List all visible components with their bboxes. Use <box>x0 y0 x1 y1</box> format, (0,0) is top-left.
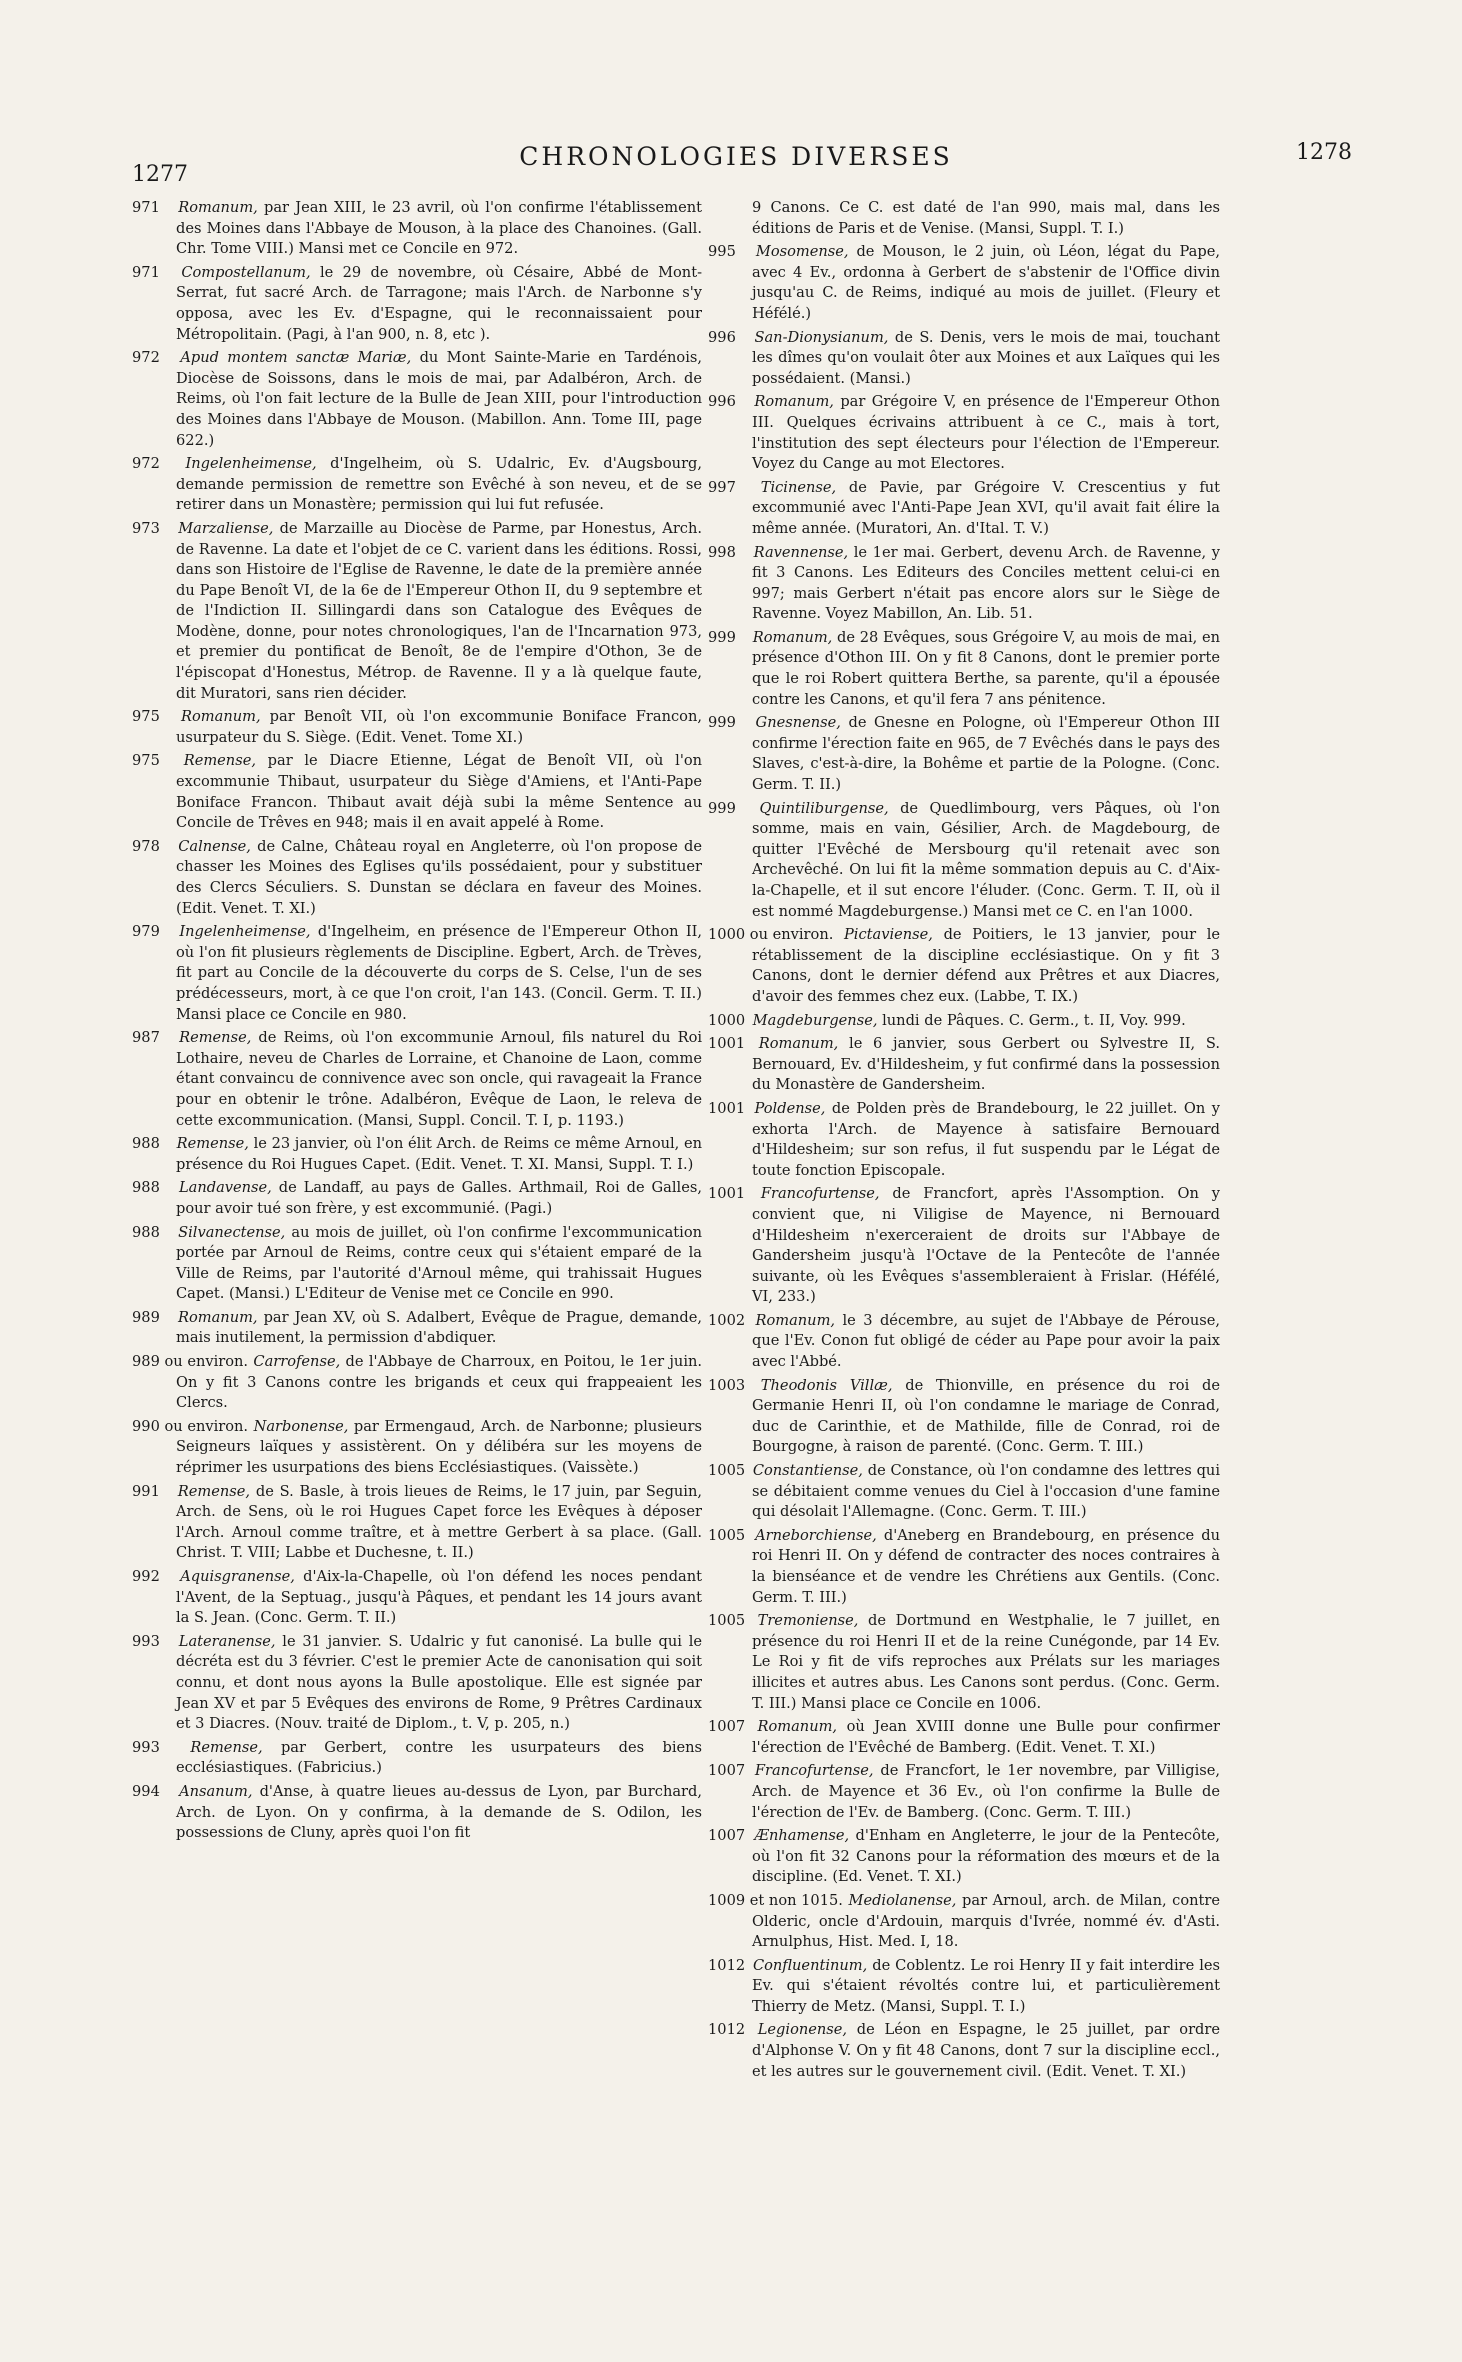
entry-year: 987 <box>132 1029 160 1047</box>
page-number-right: 1278 <box>1296 140 1352 165</box>
council-name: Silvanectense, <box>178 1223 286 1241</box>
entry-year: 1012 <box>708 1956 746 1974</box>
council-entry <box>708 1376 1220 1458</box>
page-number-left: 1277 <box>132 162 188 187</box>
entry-text: au mois de juillet, où l'on confirme l'excommunication portée par Arnoul de Reims, contre ceux qui s'étaient emparé de la Ville de Reims, par l'autorité d'Arnoul même, qui trahissait Hugues Capet. (Mansi.) L'Editeur de Venise met ce Concile en 990. <box>176 1223 703 1303</box>
entry-year: 1001 <box>708 1035 746 1053</box>
council-name: Romanum, <box>758 1035 839 1053</box>
entry-text: de S. Denis, vers le mois de mai, touchant les dîmes qu'on voulait ôter aux Moines et aux Laïques qui les possédaient. (Mansi.) <box>752 328 1221 387</box>
page-header <box>120 140 1352 190</box>
council-entry <box>708 478 1220 540</box>
entry-year: 1003 <box>708 1376 746 1394</box>
council-name: Ravennense, <box>753 543 849 561</box>
council-name: Gnesnense, <box>755 714 841 732</box>
right-column <box>708 198 1220 2085</box>
entry-text: par Arnoul, arch. de Milan, contre Olderic, oncle d'Ardouin, marquis d'Ivrée, nommé év. d'Asti. Arnulphus, Hist. Med. I, 18. <box>752 1891 1221 1951</box>
entry-text: d'Ingelheim, en présence de l'Empereur Othon II, où l'on fit plusieurs règlements de Discipline. Egbert, Arch. de Trèves, fit part au Concile de la découverte du corps de S. Celse, l'un de ses prédécesseurs, mort, à ce que l'on croit, l'an 143. (Concil. Germ. T. II.) Mansi place ce Concile en 980. <box>176 923 703 1023</box>
entry-text: par Benoît VII, où l'on excommunie Boniface Francon, usurpateur du S. Siège. (Edit. Venet. Tome XI.) <box>176 708 702 746</box>
council-name: Remense, <box>176 1135 249 1153</box>
entry-year: 989 ou environ. <box>132 1353 249 1371</box>
entry-text: le 3 décembre, au sujet de l'Abbaye de Pérouse, que l'Ev. Conon fut obligé de céder au Pape pour avoir la paix avec l'Abbé. <box>752 1311 1221 1371</box>
entry-text: de Polden près de Brandebourg, le 22 juillet. On y exhorta l'Arch. de Mayence à satisfaire Bernouard d'Hildesheim; sur son refus, il fut suspendu par le Légat de toute fonction Episcopale. <box>752 1099 1221 1179</box>
council-entry <box>132 707 702 748</box>
council-name: Magdeburgense, <box>752 1011 878 1029</box>
council-name: Ansanum, <box>179 1782 253 1800</box>
entry-year: 1002 <box>708 1311 746 1329</box>
council-name: Ingelenheimense, <box>185 455 317 473</box>
council-entry <box>708 392 1220 474</box>
entry-year: 993 <box>132 1632 160 1650</box>
entry-year: 1000 ou environ. <box>708 926 834 944</box>
entry-year: 996 <box>708 328 736 346</box>
entry-year: 1009 et non 1015. <box>708 1891 843 1909</box>
council-name: Romanum, <box>181 708 261 726</box>
council-entry <box>132 1782 702 1844</box>
entry-year: 972 <box>132 455 160 473</box>
entry-year: 979 <box>132 923 160 941</box>
council-entry <box>132 348 702 451</box>
council-entry <box>708 1184 1220 1308</box>
entry-year: 1001 <box>708 1099 746 1117</box>
entry-text: d'Enham en Angleterre, le jour de la Pentecôte, où l'on fit 32 Canons pour la réformation des mœurs et de la discipline. (Ed. Venet. T. XI.) <box>752 1827 1221 1886</box>
council-entry <box>708 543 1220 625</box>
entry-year: 999 <box>708 628 736 646</box>
council-entry <box>708 2020 1220 2082</box>
council-name: Pictaviense, <box>843 926 933 944</box>
entry-year: 1007 <box>708 1762 746 1780</box>
entry-text: de 28 Evêques, sous Grégoire V, au mois de mai, en présence d'Othon III. On y fit 8 Canons, dont le premier porte que le roi Robert quittera Berthe, sa parente, qu'il a épousée contre les Canons, et qu'il fera 7 ans pénitence. <box>752 628 1220 708</box>
council-entry <box>132 1417 702 1479</box>
council-entry <box>708 1526 1220 1608</box>
council-name: Lateranense, <box>178 1632 276 1650</box>
entry-year: 997 <box>708 478 736 496</box>
council-entry <box>132 263 702 345</box>
council-name: Francofurtense, <box>754 1762 874 1780</box>
entry-year: 972 <box>132 349 160 367</box>
entry-text: de Francfort, après l'Assomption. On y convient que, ni Viligise de Mayence, ni Bernouard d'Hildesheim n'exerceraient de droits sur l'Abbaye de Gandersheim jusqu'à l'Octave de la Pentecôte de l'année suivante, où les Evêques s'assembleraient à Frislar. (Héfélé, VI, 233.) <box>752 1185 1220 1306</box>
council-name: Romanum, <box>752 628 833 646</box>
entry-year: 999 <box>708 714 736 732</box>
entry-text: où Jean XVIII donne une Bulle pour confirmer l'érection de l'Evêché de Bamberg. (Edit. Venet. T. XI.) <box>752 1718 1221 1756</box>
entry-year: 998 <box>708 543 736 561</box>
council-name: Marzaliense, <box>178 519 274 537</box>
entry-text: de Landaff, au pays de Galles. Arthmail, Roi de Galles, pour avoir tué son frère, y est excommunié. (Pagi.) <box>176 1179 702 1217</box>
council-entry <box>708 328 1220 390</box>
council-entry <box>132 1134 702 1175</box>
council-entry <box>708 925 1220 1007</box>
entry-year: 988 <box>132 1179 160 1197</box>
entry-text: de Pavie, par Grégoire V. Crescentius y fut excommunié avec l'Anti-Pape Jean XVI, qu'il avait fait élire la même année. (Muratori, An. d'Ital. T. V.) <box>752 478 1221 537</box>
entry-year: 1005 <box>708 1462 746 1480</box>
entry-year: 988 <box>132 1135 160 1153</box>
council-entry <box>708 1761 1220 1823</box>
council-entry <box>708 1891 1220 1953</box>
council-entry <box>708 1311 1220 1373</box>
council-name: Ingelenheimense, <box>179 923 311 941</box>
entry-text: par Jean XIII, le 23 avril, où l'on confirme l'établissement des Moines dans l'Abbaye de Mouson, à la place des Chanoines. (Gall. Chr. Tome VIII.) Mansi met ce Concile en 972. <box>176 199 703 258</box>
entry-text: de S. Basle, à trois lieues de Reims, le 17 juin, par Seguin, Arch. de Sens, où le roi Hugues Capet force les Evêques à déposer l'Arch. Arnoul comme traître, et à mettre Gerbert à sa place. (Gall. Christ. T. VIII; Labbe et Duchesne, t. II.) <box>176 1482 703 1562</box>
entry-text: de l'Abbaye de Charroux, en Poitou, le 1er juin. On y fit 3 Canons contre les brigands et ceux qui frappeaient les Clercs. <box>176 1353 703 1412</box>
council-name: Carrofense, <box>253 1353 341 1371</box>
entry-year: 975 <box>132 752 160 770</box>
council-entry <box>708 198 1220 239</box>
council-name: Quintiliburgense, <box>759 799 889 817</box>
entry-text: le 23 janvier, où l'on élit Arch. de Reims ce même Arnoul, en présence du Roi Hugues Capet. (Edit. Venet. T. XI. Mansi, Suppl. T. I.) <box>176 1135 703 1173</box>
council-name: Romanum, <box>754 393 834 411</box>
entry-text: de Léon en Espagne, le 25 juillet, par ordre d'Alphonse V. On y fit 48 Canons, dont 7 sur la discipline eccl., et les autres sur le gouvernement civil. (Edit. Venet. T. XI.) <box>752 2021 1221 2080</box>
entry-text: de Calne, Château royal en Angleterre, où l'on propose de chasser les Moines des Eglises qu'ils possédaient, pour y substituer des Clercs Séculiers. S. Dunstan se déclara en faveur des Moines. (Edit. Venet. T. XI.) <box>176 837 703 917</box>
council-name: San-Dionysianum, <box>754 328 889 346</box>
entry-text: d'Ingelheim, où S. Udalric, Ev. d'Augsbourg, demande permission de remettre son Evêché à son neveu, et de se retirer dans un Monastère; permission qui lui fut refusée. <box>176 455 703 514</box>
left-column <box>132 198 702 1847</box>
entry-year: 1005 <box>708 1612 746 1630</box>
council-entry <box>132 837 702 919</box>
council-entry <box>708 713 1220 795</box>
entry-year: 1007 <box>708 1718 746 1736</box>
entry-text: de Dortmund en Westphalie, le 7 juillet, en présence du roi Henri II et de la reine Cunégonde, par 14 Ev. Le Roi y fit de vifs reproches aux Prélats sur les mariages illicites et autres abus. Les Canons sont perdus. (Conc. Germ. T. III.) Mansi place ce Concile en 1006. <box>752 1612 1221 1712</box>
entry-text: par Grégoire V, en présence de l'Empereur Othon III. Quelques écrivains attribuent à ce C., mais à tort, l'institution des sept électeurs pour l'élection de l'Empereur. Voyez du Cange au mot Electores. <box>752 393 1220 473</box>
entry-text: de Coblentz. Le roi Henry II y fait interdire les Ev. qui s'étaient révoltés contre lui, et particulièrement Thierry de Metz. (Mansi, Suppl. T. I.) <box>752 1956 1221 2015</box>
council-entry <box>708 1011 1220 1032</box>
council-entry <box>708 628 1220 710</box>
entry-text: par le Diacre Etienne, Légat de Benoît VII, où l'on excommunie Thibaut, usurpateur du Siège d'Amiens, et l'Anti-Pape Boniface Francon. Thibaut avait déjà subi la même Sentence au Concile de Trêves en 948; mais il en avait appelé à Rome. <box>176 752 703 832</box>
entry-text: le 29 de novembre, où Césaire, Abbé de Mont-Serrat, fut sacré Arch. de Tarragone; mais l'Arch. de Narbonne s'y opposa, avec les Ev. d'Espagne, qui le reconnaissaient pour Métropolitain. (Pagi, à l'an 900, n. 8, etc ). <box>176 263 702 343</box>
entry-year: 973 <box>132 519 160 537</box>
council-entry <box>708 1034 1220 1096</box>
council-name: Ticinense, <box>760 478 837 496</box>
entry-text: de Quedlimbourg, vers Pâques, où l'on somme, mais en vain, Gésilier, Arch. de Magdebourg, de quitter l'Evêché de Mersbourg qu'il retenait avec son Archevêché. On lui fit la même sommation depuis au C. d'Aix-la-Chapelle, et il sut encore l'éluder. (Conc. Germ. T. II, où il est nommé Magdeburgense.) Mansi met ce C. en l'an 1000. <box>752 799 1221 920</box>
council-name: Calnense, <box>178 837 251 855</box>
entry-text: de Reims, où l'on excommunie Arnoul, fils naturel du Roi Lothaire, neveu de Charles de Lorraine, et Chanoine de Laon, comme étant convaincu de connivence avec son oncle, qui ravageait la France pour en obtenir le trône. Adalbéron, Evêque de Laon, le releva de cette excommunication. (Mansi, Suppl. Concil. T. I, p. 1193.) <box>176 1029 703 1129</box>
council-entry <box>708 1611 1220 1714</box>
entry-text: par Jean XV, où S. Adalbert, Evêque de Prague, demande, mais inutilement, la permission d'abdiquer. <box>176 1308 702 1347</box>
entry-year: 992 <box>132 1568 160 1585</box>
running-title: CHRONOLOGIES DIVERSES <box>519 142 953 171</box>
council-entry <box>132 1223 702 1305</box>
entry-year: 978 <box>132 837 160 855</box>
entry-year: 971 <box>132 263 160 281</box>
council-name: Remense, <box>183 752 256 770</box>
council-name: Tremoniense, <box>757 1612 859 1630</box>
council-entry <box>132 751 702 833</box>
council-entry <box>132 1738 702 1779</box>
council-name: Landavense, <box>178 1179 272 1197</box>
entry-text: de Poitiers, le 13 janvier, pour le rétablissement de la discipline ecclésiastique. On y fit 3 Canons, dont le dernier défend aux Prêtres et aux Diacres, d'avoir des femmes chez eux. (Labbe, T. IX.) <box>752 926 1221 1005</box>
entry-text: de Francfort, le 1er novembre, par Villigise, Arch. de Mayence et 36 Ev., où l'on confirme la Bulle de l'érection de l'Ev. de Bamberg. (Conc. Germ. T. III.) <box>752 1762 1221 1821</box>
council-name: Remense, <box>190 1738 263 1756</box>
entry-text: de Marzaille au Diocèse de Parme, par Honestus, Arch. de Ravenne. La date et l'objet de ce C. varient dans les éditions. Rossi, dans son Histoire de l'Eglise de Ravenne, le date de la première année du Pape Benoît VI, de la 6e de l'Empereur Othon II, du 9 septembre et de l'Indiction II. Sillingardi dans son Catalogue des Evêques de Modène, donne, pour notes chronologiques, l'an de l'Incarnation 973, et premier du pontificat de Benoît, 8e de l'empire d'Othon, 3e de l'épiscopat d'Honestus, Métrop. de Ravenne. Il y a là quelque faute, dit Muratori, sans rien décider. <box>176 519 703 702</box>
council-name: Aquisgranense, <box>180 1568 295 1585</box>
council-entry <box>132 1632 702 1735</box>
council-name: Romanum, <box>178 199 258 216</box>
entry-text: d'Aix-la-Chapelle, où l'on défend les noces pendant l'Avent, de la Septuag., jusqu'à Pâques, et pendant les 14 jours avant la S. Jean. (Conc. Germ. T. II.) <box>176 1568 702 1627</box>
council-name: Poldense, <box>754 1099 826 1117</box>
council-entry <box>132 1567 702 1629</box>
entry-text: de Mouson, le 2 juin, où Léon, légat du Pape, avec 4 Ev., ordonna à Gerbert de s'abstenir de l'Office divin jusqu'au C. de Reims, indiqué au mois de juillet. (Fleury et Héfélé.) <box>752 243 1220 322</box>
council-entry <box>132 198 702 260</box>
entry-year: 990 ou environ. <box>132 1417 249 1435</box>
council-name: Compostellanum, <box>181 263 311 281</box>
entry-text: de Gnesne en Pologne, où l'Empereur Othon III confirme l'érection faite en 965, de 7 Evêchés dans le pays des Slaves, c'est-à-dire, la Bohême et partie de la Pologne. (Conc. Germ. T. II.) <box>752 714 1220 794</box>
council-name: Legionense, <box>757 2021 848 2039</box>
entry-year: 1000 <box>708 1011 746 1029</box>
council-entry <box>708 1826 1220 1888</box>
council-entry <box>132 1308 702 1349</box>
entry-year: 989 <box>132 1308 160 1326</box>
council-entry <box>132 519 702 704</box>
council-name: Romanum, <box>757 1718 838 1736</box>
entry-text: de Constance, où l'on condamne des lettres qui se débitaient comme venues du Ciel à l'occasion d'une famine qui désolait l'Allemagne. (Conc. Germ. T. III.) <box>752 1462 1220 1521</box>
council-name: Confluentinum, <box>752 1956 868 1974</box>
entry-year: 1012 <box>708 2021 746 2039</box>
council-name: Romanum, <box>755 1311 836 1329</box>
entry-year: 971 <box>132 199 160 216</box>
entry-year: 999 <box>708 799 736 817</box>
council-entry <box>132 1028 702 1131</box>
entry-text: d'Anse, à quatre lieues au-dessus de Lyon, par Burchard, Arch. de Lyon. On y confirma, à la demande de S. Odilon, les possessions de Cluny, après quoi l'on fit <box>176 1782 703 1842</box>
council-entry <box>708 242 1220 324</box>
entry-year: 1001 <box>708 1185 746 1203</box>
entry-year: 988 <box>132 1223 160 1241</box>
council-entry <box>132 1482 702 1564</box>
council-name: Narbonense, <box>253 1417 349 1435</box>
council-name: Remense, <box>179 1029 252 1047</box>
entry-text: le 1er mai. Gerbert, devenu Arch. de Ravenne, y fit 3 Canons. Les Editeurs des Conciles mettent celui-ci en 997; mais Gerbert n'était pas encore alors sur le Siège de Ravenne. Voyez Mabillon, An. Lib. 51. <box>752 543 1221 623</box>
council-name: Apud montem sanctæ Mariæ, <box>180 349 412 367</box>
council-name: Romanum, <box>177 1308 258 1326</box>
council-name: Mediolanense, <box>848 1891 957 1909</box>
council-entry <box>132 922 702 1025</box>
entry-text: par Ermengaud, Arch. de Narbonne; plusieurs Seigneurs laïques y assistèrent. On y délibéra sur les moyens de réprimer les usurpations des biens Ecclésiastiques. (Vaissète.) <box>176 1417 702 1477</box>
entry-year: 996 <box>708 393 736 411</box>
entry-text: de Thionville, en présence du roi de Germanie Henri II, où l'on condamne le mariage de Conrad, duc de Carinthie, et de Mathilde, fille de Conrad, roi de Bourgogne, à raison de parenté. (Conc. Germ. T. III.) <box>752 1376 1221 1456</box>
council-name: Remense, <box>177 1482 251 1500</box>
entry-text: du Mont Sainte-Marie en Tardénois, Diocèse de Soissons, dans le mois de mai, par Adalbéron, Arch. de Reims, où l'on fait lecture de la Bulle de Jean XIII, pour l'introduction des Moines dans l'Abbaye de Mouson. (Mabillon. Ann. Tome III, page 622.) <box>176 349 703 449</box>
entry-year: 993 <box>132 1738 160 1756</box>
entry-year: 975 <box>132 708 160 726</box>
entry-text: par Gerbert, contre les usurpateurs des biens ecclésiastiques. (Fabricius.) <box>176 1738 703 1777</box>
council-name: Constantiense, <box>752 1462 863 1480</box>
council-entry <box>708 1099 1220 1181</box>
entry-year: 994 <box>132 1782 160 1800</box>
entry-text: 9 Canons. Ce C. est daté de l'an 990, mais mal, dans les éditions de Paris et de Venise. (Mansi, Suppl. T. I.) <box>752 199 1220 237</box>
council-name: Arneborchiense, <box>755 1526 877 1544</box>
entry-year: 995 <box>708 243 736 261</box>
entry-text: le 31 janvier. S. Udalric y fut canonisé. La bulle qui le décréta est du 3 février. C'est le premier Acte de canonisation qui soit connu, et dont nous ayons la Bulle apostolique. Elle est signée par Jean XV et par 5 Evêques des environs de Rome, 9 Prêtres Cardinaux et 3 Diacres. (Nouv. traité de Diplom., t. V, p. 205, n.) <box>176 1632 703 1733</box>
council-entry <box>708 1461 1220 1523</box>
entry-year: 991 <box>132 1482 160 1500</box>
council-entry <box>132 454 702 516</box>
council-entry <box>132 1178 702 1219</box>
entry-year: 1007 <box>708 1827 746 1845</box>
council-name: Mosomense, <box>755 243 849 261</box>
council-entry <box>132 1352 702 1414</box>
entry-text: lundi de Pâques. C. Germ., t. II, Voy. 999. <box>882 1011 1186 1029</box>
council-entry <box>708 799 1220 923</box>
council-name: Francofurtense, <box>760 1185 880 1203</box>
council-entry <box>708 1717 1220 1758</box>
council-name: Theodonis Villæ, <box>760 1376 893 1394</box>
entry-year: 1005 <box>708 1526 746 1544</box>
council-entry <box>708 1956 1220 2018</box>
entry-text: d'Aneberg en Brandebourg, en présence du roi Henri II. On y défend de contracter des noces contraires à la bienséance et de vendre les Chrétiens aux Gentils. (Conc. Germ. T. III.) <box>752 1526 1221 1606</box>
entry-text: le 6 janvier, sous Gerbert ou Sylvestre II, S. Bernouard, Ev. d'Hildesheim, y fut confirmé dans la possession du Monastère de Gandersheim. <box>752 1035 1220 1094</box>
council-name: Ænhamense, <box>754 1827 850 1845</box>
